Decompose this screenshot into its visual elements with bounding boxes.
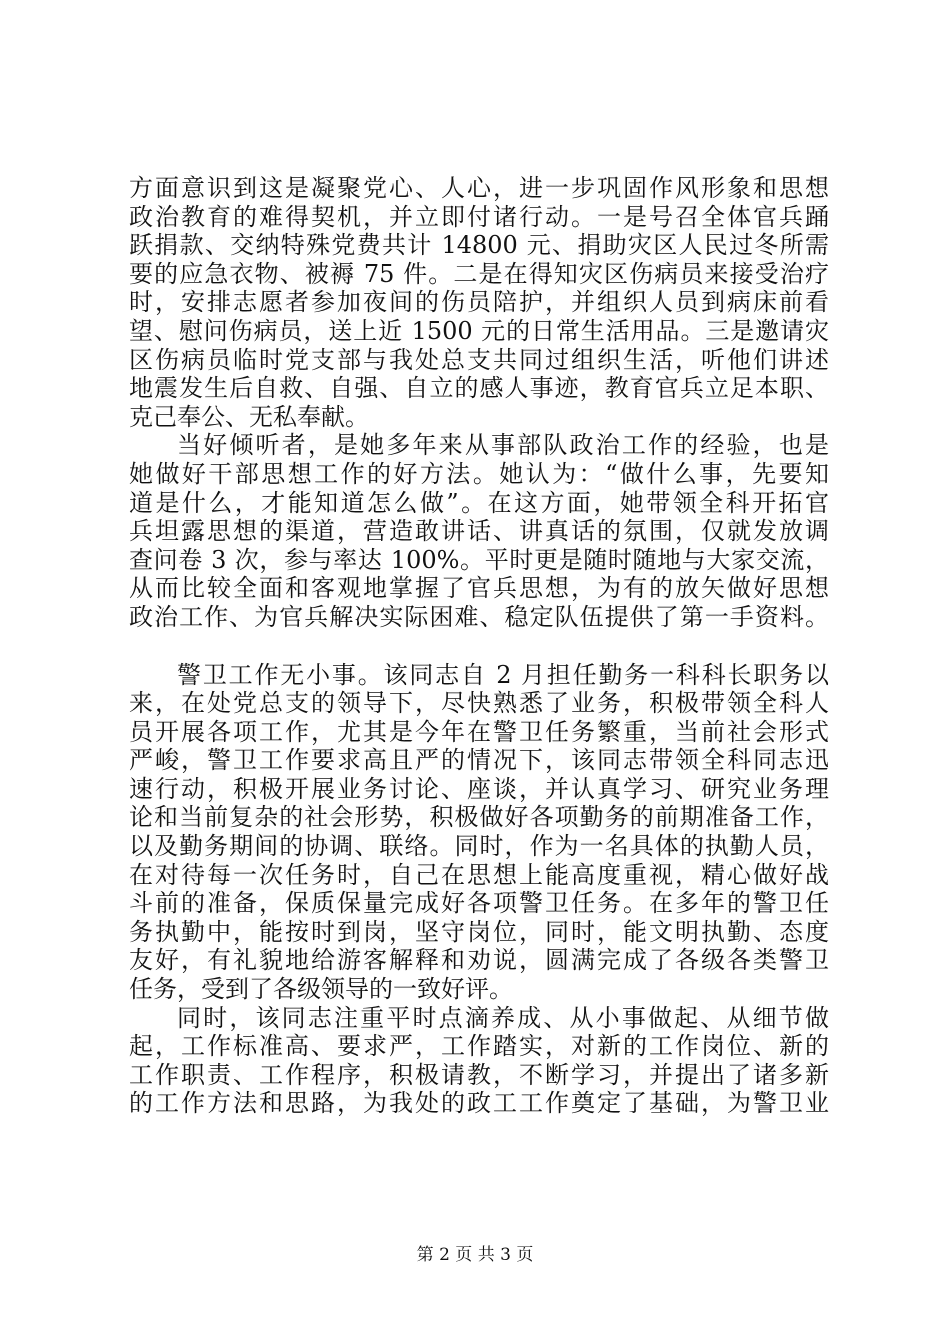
text-line: 起，工作标准高、要求严，工作踏实，对新的工作岗位、新的 [129, 1032, 829, 1061]
text-line: 她做好干部思想工作的好方法。她认为：“做什么事，先要知 [129, 459, 829, 488]
text-line: 跃捐款、交纳特殊党费共计 14800 元、捐助灾区人民过冬所需 [129, 231, 829, 260]
paragraph [129, 431, 829, 631]
paragraph [129, 661, 829, 1004]
text-line: 斗前的准备，保质保量完成好各项警卫任务。在多年的警卫任 [129, 889, 829, 918]
text-line: 政治教育的难得契机，并立即付诸行动。一是号召全体官兵踊 [129, 202, 829, 231]
text-line: 的工作方法和思路，为我处的政工工作奠定了基础，为警卫业 [129, 1089, 829, 1118]
text-line: 从而比较全面和客观地掌握了官兵思想，为有的放矢做好思想 [129, 574, 829, 603]
text-line: 方面意识到这是凝聚党心、人心，进一步巩固作风形象和思想 [129, 174, 829, 202]
text-line: 务执勤中，能按时到岗，坚守岗位，同时，能文明执勤、态度 [129, 917, 829, 946]
text-line: 查问卷 3 次，参与率达 100%。平时更是随时随地与大家交流， [129, 545, 829, 574]
text-line: 同时，该同志注重平时点滴养成、从小事做起、从细节做 [177, 1003, 829, 1032]
text-line: 要的应急衣物、被褥 75 件。二是在得知灾区伤病员来接受治疗 [129, 259, 829, 288]
text-line: 当好倾听者，是她多年来从事部队政治工作的经验，也是 [177, 431, 829, 460]
text-line: 望、慰问伤病员，送上近 1500 元的日常生活用品。三是邀请灾 [129, 316, 829, 345]
text-line: 工作职责、工作程序，积极请教，不断学习，并提出了诸多新 [129, 1060, 829, 1089]
paragraph [129, 1004, 829, 1118]
text-line: 区伤病员临时党支部与我处总支共同过组织生活，听他们讲述 [129, 345, 829, 374]
text-line: 论和当前复杂的社会形势，积极做好各项勤务的前期准备工作， [129, 803, 829, 832]
text-line: 友好，有礼貌地给游客解释和劝说，圆满完成了各级各类警卫 [129, 946, 829, 975]
text-line: 在对待每一次任务时，自己在思想上能高度重视，精心做好战 [129, 860, 829, 889]
text-line: 员开展各项工作，尤其是今年在警卫任务繁重，当前社会形式 [129, 717, 829, 746]
paragraph [129, 174, 829, 431]
text-line: 以及勤务期间的协调、联络。同时，作为一名具体的执勤人员， [129, 832, 829, 861]
text-line: 任务，受到了各级领导的一致好评。 [129, 975, 513, 1004]
text-line: 时，安排志愿者参加夜间的伤员陪护，并组织人员到病床前看 [129, 288, 829, 317]
text-line: 地震发生后自救、自强、自立的感人事迹，教育官兵立足本职、 [129, 374, 829, 403]
page-footer [0, 1245, 950, 1265]
text-line: 政治工作、为官兵解决实际困难、稳定队伍提供了第一手资料。 [129, 602, 829, 631]
text-line: 来，在处党总支的领导下，尽快熟悉了业务，积极带领全科人 [129, 689, 829, 718]
document-body [129, 174, 829, 1118]
page-number: 第 2 页 共 3 页 [416, 1245, 534, 1265]
text-line: 道是什么，才能知道怎么做”。在这方面，她带领全科开拓官 [129, 488, 829, 517]
paragraph-spacer [129, 632, 829, 661]
text-line: 严峻，警卫工作要求高且严的情况下，该同志带领全科同志迅 [129, 746, 829, 775]
text-line: 兵坦露思想的渠道，营造敢讲话、讲真话的氛围，仅就发放调 [129, 517, 829, 546]
text-line: 速行动，积极开展业务讨论、座谈，并认真学习、研究业务理 [129, 774, 829, 803]
text-line: 警卫工作无小事。该同志自 2 月担任勤务一科科长职务以 [177, 660, 829, 689]
text-line: 克己奉公、无私奉献。 [129, 402, 369, 431]
